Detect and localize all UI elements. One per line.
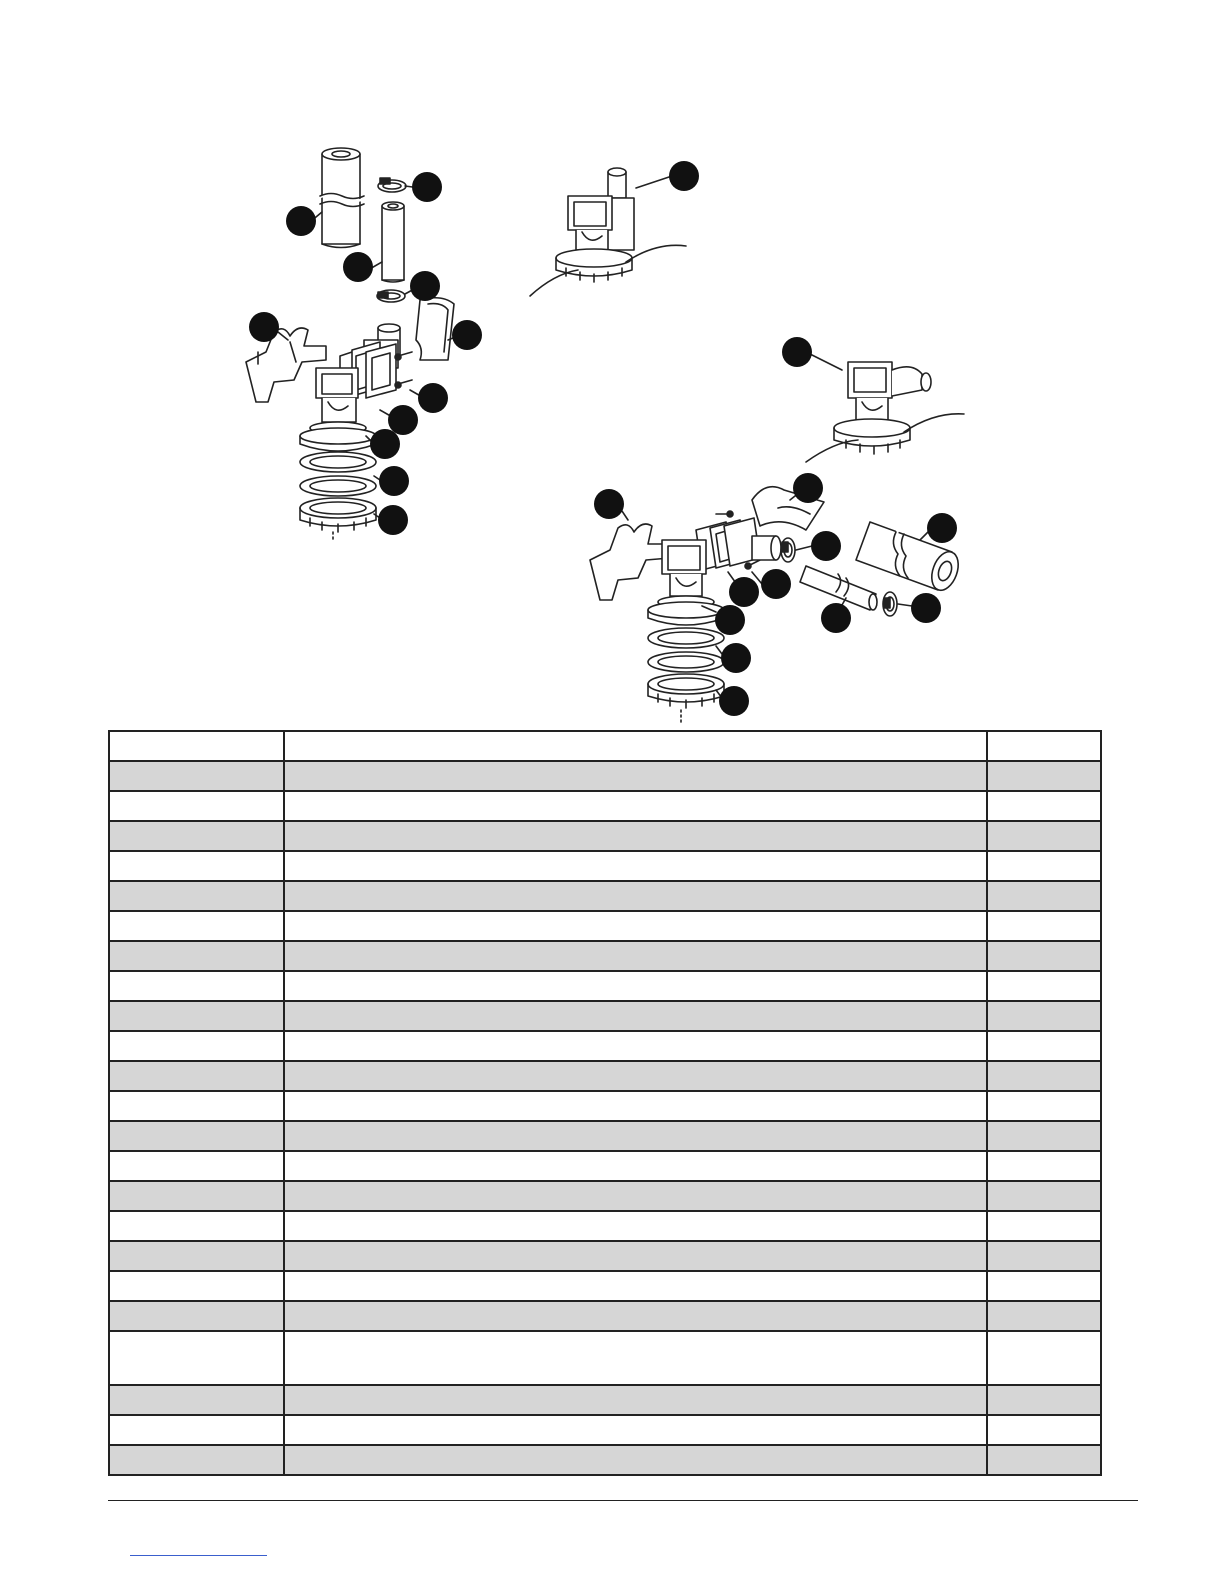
table-cell [284, 1271, 987, 1301]
table-cell [987, 1121, 1101, 1151]
table-cell [284, 1091, 987, 1121]
table-cell [284, 1061, 987, 1091]
table-cell [987, 851, 1101, 881]
assembled-view-right [806, 354, 964, 462]
table-row [109, 1211, 1101, 1241]
parts-list-table [108, 730, 1102, 1476]
table-row [109, 1301, 1101, 1331]
table-cell [284, 1211, 987, 1241]
table-cell [109, 851, 284, 881]
table-cell [284, 941, 987, 971]
guard-bracket-left-2 [590, 524, 670, 600]
table-cell [284, 851, 987, 881]
table-cell [109, 1415, 284, 1445]
table-cell [987, 1091, 1101, 1121]
hose-clamp-3 [781, 538, 795, 562]
table-row [109, 1151, 1101, 1181]
table-cell [109, 731, 284, 761]
table-row [109, 821, 1101, 851]
table-cell [987, 1301, 1101, 1331]
footer-rule [108, 1500, 1138, 1501]
gasket-ring-1 [300, 452, 376, 472]
lock-nut-2 [648, 674, 724, 708]
table-cell [987, 1211, 1101, 1241]
table-cell [284, 971, 987, 1001]
table-cell [109, 881, 284, 911]
table-cell [109, 821, 284, 851]
table-cell [109, 1211, 284, 1241]
gasket-ring-4 [648, 652, 724, 672]
left-assembly [246, 148, 458, 540]
table-cell [109, 971, 284, 1001]
table-cell [987, 1061, 1101, 1091]
table-cell [109, 1091, 284, 1121]
table-cell [987, 1271, 1101, 1301]
hose-clamp-bottom [377, 290, 405, 302]
table-cell [109, 1031, 284, 1061]
table-cell [284, 881, 987, 911]
table-row [109, 971, 1101, 1001]
table-cell [987, 1181, 1101, 1211]
table-row [109, 851, 1101, 881]
right-exploded-assembly [590, 487, 963, 722]
table-cell [284, 1241, 987, 1271]
table-cell [987, 971, 1101, 1001]
table-cell [109, 911, 284, 941]
table-cell [109, 941, 284, 971]
table-cell [987, 1415, 1101, 1445]
table-row [109, 791, 1101, 821]
hose-clamp-4 [883, 592, 897, 616]
large-pipe-top [318, 148, 366, 248]
table-cell [109, 1001, 284, 1031]
table-cell [987, 1031, 1101, 1061]
table-row [109, 1415, 1101, 1445]
table-cell [284, 1385, 987, 1415]
table-cell [284, 1121, 987, 1151]
table-cell [284, 1181, 987, 1211]
table-cell [284, 911, 987, 941]
table-row [109, 761, 1101, 791]
table-cell [987, 1151, 1101, 1181]
table-row [109, 1331, 1101, 1385]
table-row [109, 1001, 1101, 1031]
table-cell [109, 1151, 284, 1181]
table-row [109, 1031, 1101, 1061]
table-cell [284, 1445, 987, 1475]
table-cell [987, 1331, 1101, 1385]
table-cell [109, 1241, 284, 1271]
table-row [109, 731, 1101, 761]
table-row [109, 941, 1101, 971]
table-cell [284, 761, 987, 791]
table-row [109, 1385, 1101, 1415]
hose-clamp-top [378, 178, 406, 192]
table-cell [284, 1301, 987, 1331]
table-cell [987, 881, 1101, 911]
table-row [109, 1445, 1101, 1475]
table-row [109, 1241, 1101, 1271]
table-cell [109, 1181, 284, 1211]
table-cell [284, 1031, 987, 1061]
screws [395, 352, 412, 388]
table-cell [987, 761, 1101, 791]
table-cell [987, 941, 1101, 971]
table-cell [987, 911, 1101, 941]
table-cell [987, 1241, 1101, 1271]
table-cell [109, 1331, 284, 1385]
table-cell [284, 731, 987, 761]
table-cell [987, 791, 1101, 821]
table-row [109, 1271, 1101, 1301]
gasket-ring-2 [300, 476, 376, 496]
table-cell [284, 1001, 987, 1031]
table-cell [109, 1385, 284, 1415]
table-cell [284, 1331, 987, 1385]
table-cell [109, 1061, 284, 1091]
table-cell [109, 1301, 284, 1331]
gasket-ring-3 [648, 628, 724, 648]
table-row [109, 1061, 1101, 1091]
table-cell [109, 791, 284, 821]
table-row [109, 911, 1101, 941]
guard-bracket-right [416, 298, 454, 360]
lock-nut [300, 498, 376, 532]
table-cell [987, 1445, 1101, 1475]
table-cell [109, 1445, 284, 1475]
table-cell [284, 1415, 987, 1445]
table-cell [987, 1385, 1101, 1415]
table-row [109, 1181, 1101, 1211]
table-row [109, 881, 1101, 911]
footer-link-underline[interactable] [130, 1555, 267, 1556]
table-cell [109, 761, 284, 791]
table-cell [284, 1151, 987, 1181]
assembled-view-top [530, 168, 686, 296]
table-cell [109, 1121, 284, 1151]
pump-elbow-2 [752, 536, 781, 560]
table-cell [987, 731, 1101, 761]
table-cell [987, 1001, 1101, 1031]
exploded-parts-diagram [0, 0, 1224, 730]
table-cell [284, 791, 987, 821]
small-tube [382, 202, 404, 282]
table-row [109, 1091, 1101, 1121]
table-cell [284, 821, 987, 851]
table-cell [109, 1271, 284, 1301]
table-row [109, 1121, 1101, 1151]
table-cell [987, 821, 1101, 851]
